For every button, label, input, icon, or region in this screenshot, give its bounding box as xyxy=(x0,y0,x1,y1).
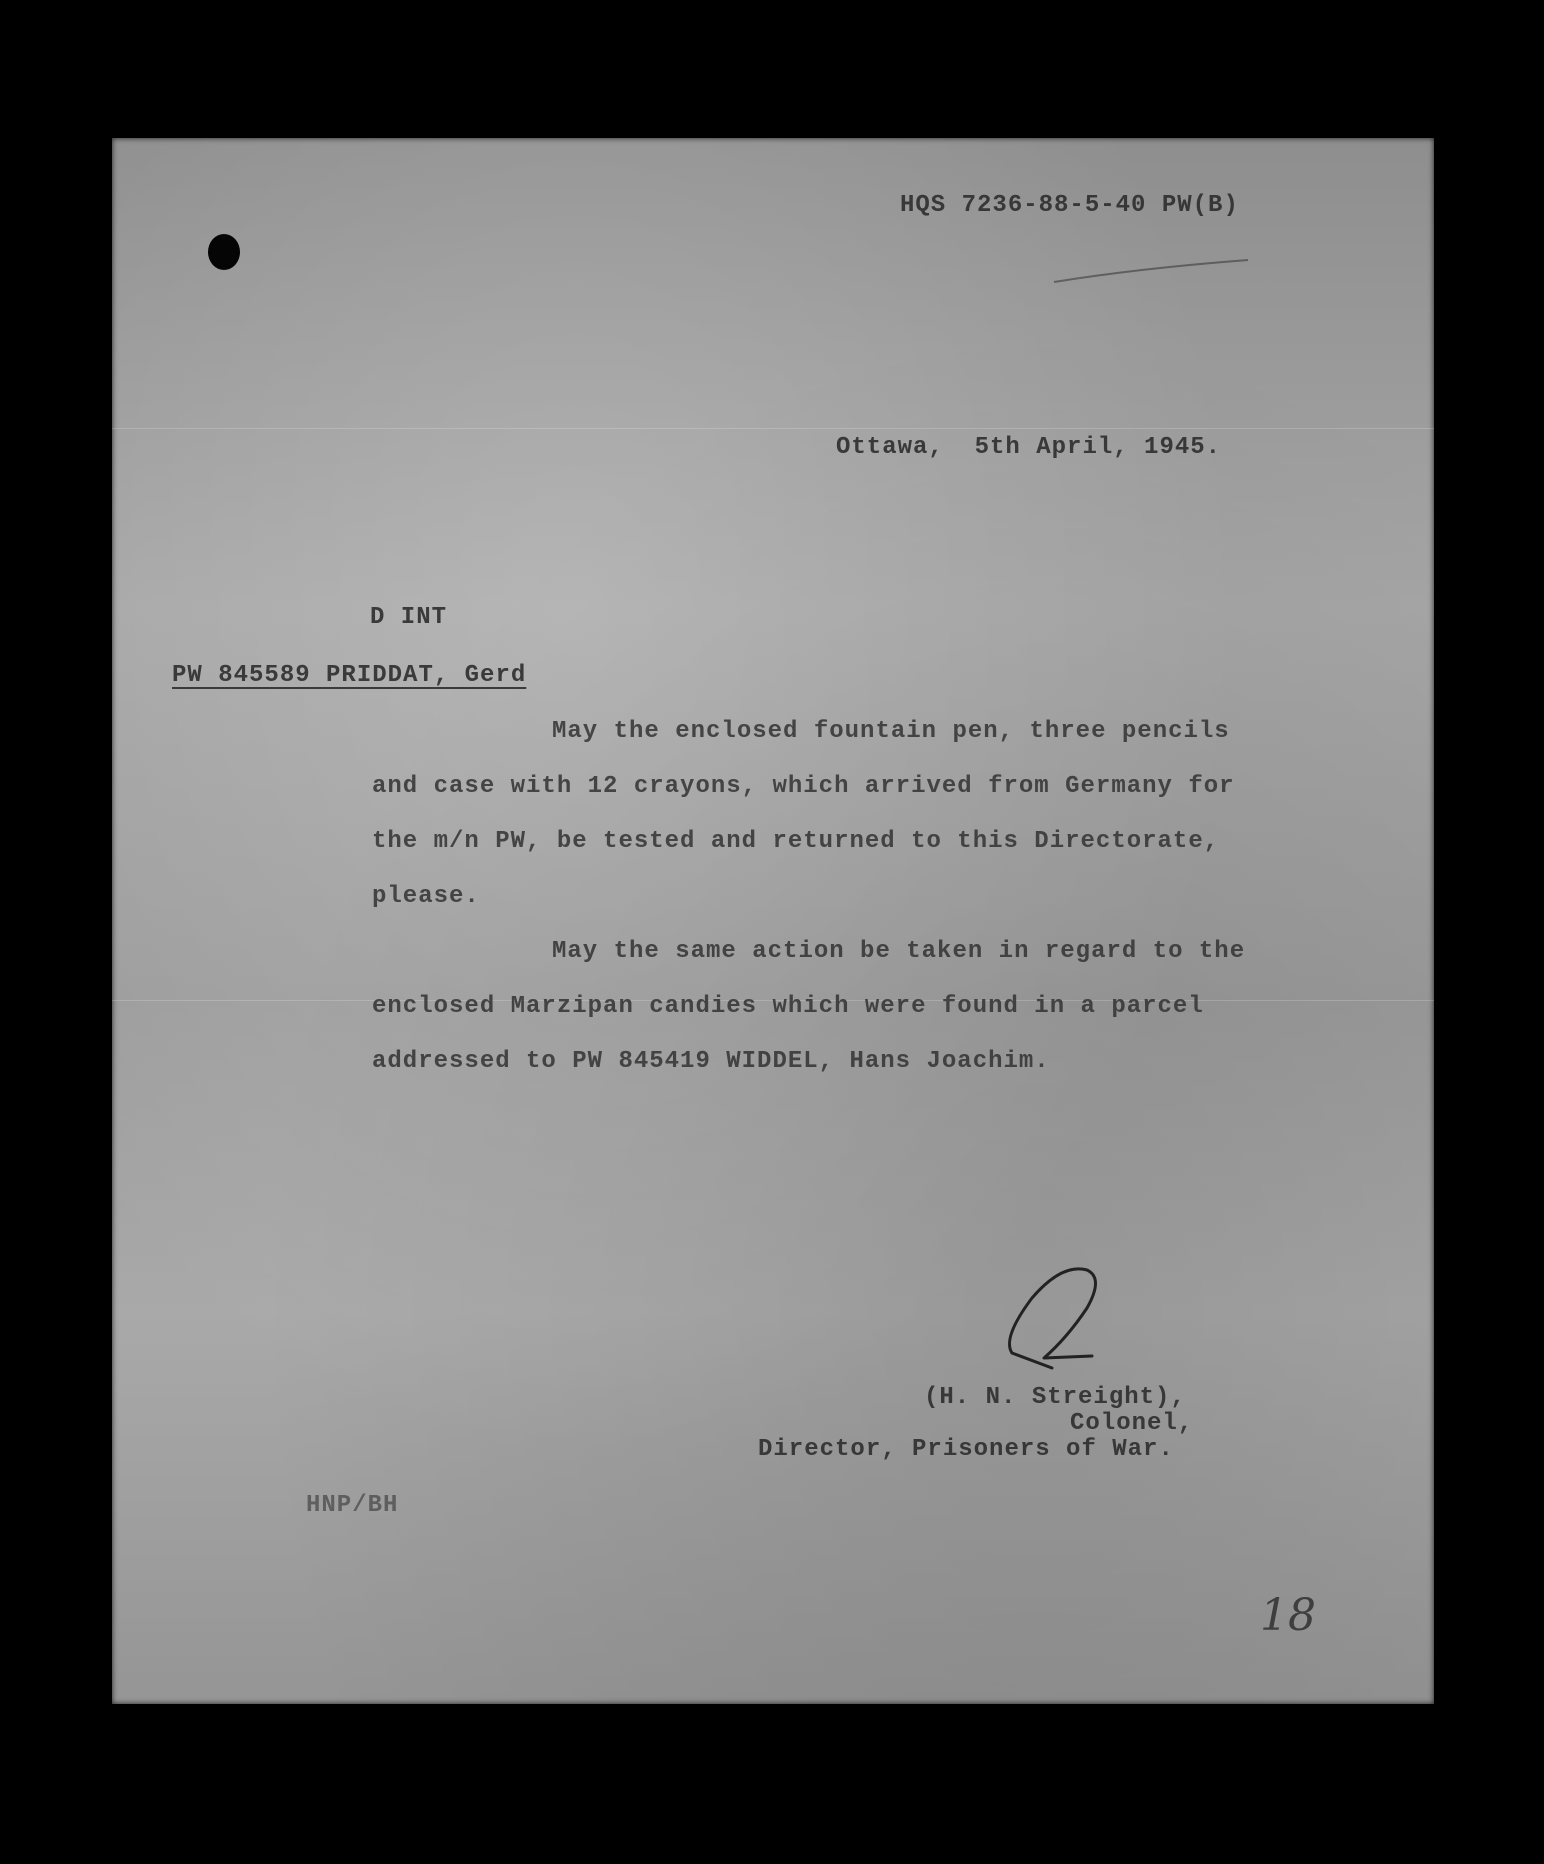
scan-band xyxy=(112,428,1434,429)
date-line: Ottawa, 5th April, 1945. xyxy=(836,434,1222,461)
punch-hole xyxy=(208,234,240,270)
folio-number: 18 xyxy=(1260,1590,1316,1641)
signatory-name: (H. N. Streight), xyxy=(924,1384,1186,1411)
document-sheet xyxy=(112,138,1434,1704)
signatory-rank: Colonel, xyxy=(1070,1410,1194,1437)
body-paragraph: May the enclosed fountain pen, three pencils and case with 12 crayons, which arrived from Germany for the m/n PW, be tested and returned to this Directorate, please. xyxy=(372,718,1235,910)
signatory-title: Director, Prisoners of War. xyxy=(758,1436,1174,1463)
handwritten-signature xyxy=(992,1258,1122,1378)
pen-stroke-mark xyxy=(1052,256,1252,286)
addressee: D INT xyxy=(370,604,448,631)
subject-line: PW 845589 PRIDDAT, Gerd xyxy=(172,662,527,689)
file-reference: HQS 7236-88-5-40 PW(B) xyxy=(900,192,1239,219)
typist-initials: HNP/BH xyxy=(306,1492,399,1519)
body-paragraph: May the same action be taken in regard to the enclosed Marzipan candies which were found in a parcel addressed to PW 845419 WIDDEL, Hans Joachim. xyxy=(372,938,1246,1075)
